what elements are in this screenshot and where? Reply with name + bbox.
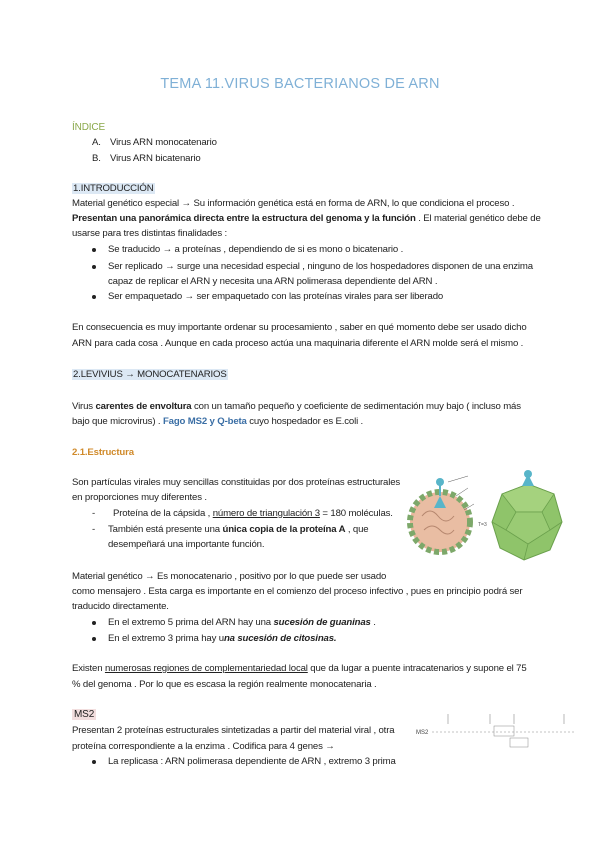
intro-heading: 1.INTRODUCCIÓN xyxy=(73,183,154,194)
genetic-bullet: En el extremo 5 prima del ARN hay una sucesión de guaninas . xyxy=(108,617,376,628)
bullet-dot xyxy=(92,295,96,299)
ms2-line: proteína correspondiente a la enzima . Codifica para 4 genes → xyxy=(72,741,335,752)
intro-line: Presentan una panorámica directa entre la estructura del genoma y la función . El material genético debe de xyxy=(72,213,541,224)
index-item-a: Virus ARN monocatenario xyxy=(110,137,217,148)
genetic-line: Material genético → Es monocatenario , positivo por lo que puede ser usado xyxy=(72,571,387,582)
ms2-heading: MS2 xyxy=(74,709,95,720)
ms2-genome-map xyxy=(414,710,580,750)
bullet-dot xyxy=(92,637,96,641)
capsid-cross-section xyxy=(410,476,474,552)
genetic-line: como mensajero . Esta carga es importante en el comienzo del proceso infectivo , pues en principio podrá ser xyxy=(72,586,523,597)
intro-line: Material genético especial → Su información genética está en forma de ARN, lo que condiciona el proceso . xyxy=(72,198,515,209)
bullet-dot xyxy=(92,248,96,252)
structure-dash-item: Proteína de la cápsida , número de triangulación 3 = 180 moléculas. xyxy=(113,508,393,519)
intro-bullet: Se traducido → a proteínas , dependiendo de si es mono o bicatenario . xyxy=(108,244,404,255)
intro-bold-phrase: Presentan una panorámica directa entre la estructura del genoma y la función xyxy=(72,213,416,224)
dash-marker: - xyxy=(92,524,96,535)
virus-capsid-figure xyxy=(404,466,580,570)
structure-dash-item-cont: desempeñará una importante función. xyxy=(108,539,265,550)
page-title: TEMA 11.VIRUS BACTERIANOS DE ARN xyxy=(160,76,440,92)
structure-line: en proporciones muy diferentes . xyxy=(72,492,207,503)
ms2-bullet: La replicasa : ARN polimerasa dependiente de ARN , extremo 3 prima xyxy=(108,756,396,767)
intro-bullet: Ser replicado → surge una necesidad especial , ninguno de los hospedadores disponen de una enzima xyxy=(108,261,533,272)
complementarity-line: % del genoma . Por lo que es escasa la región realmente monocatenaria . xyxy=(72,679,377,690)
icosahedral-capsid xyxy=(492,470,562,560)
index-item-b: Virus ARN bicatenario xyxy=(110,153,201,164)
levivius-line: Virus carentes de envoltura con un tamaño pequeño y coeficiente de sedimentación muy bajo ( incluso más xyxy=(72,401,521,412)
levivius-line: bajo que microvirus) . Fago MS2 y Q-beta cuyo hospedador es E.coli . xyxy=(72,416,364,427)
levivius-heading: 2.LEVIVIUS → MONOCATENARIOS xyxy=(73,369,227,380)
bullet-dot xyxy=(92,621,96,625)
intro-line: usarse para tres distintas finalidades : xyxy=(72,228,228,239)
structure-line: Son partículas virales muy sencillas constituidas por dos proteínas estructurales xyxy=(72,477,401,488)
genetic-line: traducido directamente. xyxy=(72,601,169,612)
genome-map-label: MS2 xyxy=(416,730,429,736)
index-item-a-marker: A. xyxy=(92,137,101,148)
genetic-bullet: En el extremo 3 prima hay una sucesión de citosinas. xyxy=(108,633,337,644)
intro-paragraph: ARN para cada cosa . Aunque en cada proceso actúa una maquinaria diferente el ARN molde será el mismo . xyxy=(72,338,524,349)
bullet-dot xyxy=(92,760,96,764)
structure-dash-item: También está presente una única copia de la proteína A , que xyxy=(108,524,369,535)
index-heading: ÍNDICE xyxy=(72,122,105,133)
intro-bullet: Ser empaquetado → ser empaquetado con las proteínas virales para ser liberado xyxy=(108,291,444,302)
ms2-line: Presentan 2 proteínas estructurales sintetizadas a partir del material viral , otra xyxy=(72,725,395,736)
figure-label: T=3 xyxy=(478,522,487,528)
intro-bullet-cont: capaz de replicar el ARN y necesita una ARN polimerasa dependiente del ARN . xyxy=(108,276,438,287)
bullet-dot xyxy=(92,265,96,269)
index-item-b-marker: B. xyxy=(92,153,101,164)
structure-heading: 2.1.Estructura xyxy=(72,447,134,458)
complementarity-line: Existen numerosas regiones de complementariedad local que da lugar a puente intracatenarios y supone el 75 xyxy=(72,663,527,674)
intro-paragraph: En consecuencia es muy importante ordenar su procesamiento , saber en qué momento debe ser usado dicho xyxy=(72,322,527,333)
dash-marker: - xyxy=(92,508,96,519)
